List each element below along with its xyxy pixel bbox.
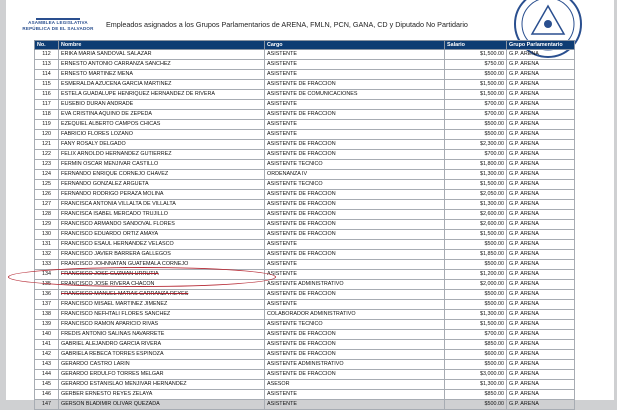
- cell-no: 125: [35, 180, 59, 190]
- cell-salary: $1,500.00: [445, 180, 507, 190]
- cell-no: 146: [35, 390, 59, 400]
- cell-name: FRANCISCO NEFHTALI FLORES SANCHEZ: [59, 310, 265, 320]
- cell-group: G.P. ARENA: [507, 120, 575, 130]
- cell-role: ASISTENTE DE FRACCION: [265, 110, 445, 120]
- cell-group: G.P. ARENA: [507, 60, 575, 70]
- table-row: [35, 340, 575, 350]
- cell-salary: $1,500.00: [445, 80, 507, 90]
- cell-salary: $700.00: [445, 150, 507, 160]
- cell-group: G.P. ARENA: [507, 190, 575, 200]
- cell-name: FREDIS ANTONIO SALINAS NAVARRETE: [59, 330, 265, 340]
- cell-role: ASISTENTE DE FRACCION: [265, 330, 445, 340]
- cell-salary: $2,050.00: [445, 190, 507, 200]
- cell-salary: $1,500.00: [445, 50, 507, 60]
- cell-name: FRANCISCO RAMON APARICIO RIVAS: [59, 320, 265, 330]
- cell-salary: $1,200.00: [445, 270, 507, 280]
- cell-role: ASISTENTE: [265, 300, 445, 310]
- cell-role: ASISTENTE TECNICO: [265, 180, 445, 190]
- cell-group: G.P. ARENA: [507, 330, 575, 340]
- cell-no: 135: [35, 280, 59, 290]
- employee-table: [34, 40, 575, 410]
- cell-role: ASESOR: [265, 380, 445, 390]
- cell-group: G.P. ARENA: [507, 240, 575, 250]
- logo-text-1: ASAMBLEA LEGISLATIVA: [28, 20, 88, 25]
- cell-name: FRANCISCO ESAUL HERNANDEZ VELASCO: [59, 240, 265, 250]
- table-row: [35, 390, 575, 400]
- table-row: [35, 170, 575, 180]
- cell-name: FERMIN OSCAR MENJIVAR CASTILLO: [59, 160, 265, 170]
- cell-role: ASISTENTE DE FRACCION: [265, 200, 445, 210]
- cell-no: 143: [35, 360, 59, 370]
- table-row: [35, 320, 575, 330]
- column-header-role: Cargo: [265, 41, 445, 50]
- table-row: [35, 350, 575, 360]
- cell-role: ASISTENTE: [265, 260, 445, 270]
- cell-role: ORDENANZA IV: [265, 170, 445, 180]
- cell-group: G.P. ARENA: [507, 370, 575, 380]
- cell-group: G.P. ARENA: [507, 160, 575, 170]
- cell-group: G.P. ARENA: [507, 200, 575, 210]
- cell-name: FRANCISCO JAVIER BARRERA GALLEGOS: [59, 250, 265, 260]
- cell-no: 130: [35, 230, 59, 240]
- cell-salary: $2,600.00: [445, 220, 507, 230]
- cell-no: 139: [35, 320, 59, 330]
- cell-salary: $1,500.00: [445, 320, 507, 330]
- cell-role: ASISTENTE DE FRACCION: [265, 220, 445, 230]
- cell-group: G.P. ARENA: [507, 310, 575, 320]
- cell-salary: $1,300.00: [445, 310, 507, 320]
- cell-no: 140: [35, 330, 59, 340]
- cell-name: FRANCISCO MISAEL MARTINEZ JIMENEZ: [59, 300, 265, 310]
- cell-salary: $850.00: [445, 340, 507, 350]
- document-page: [6, 0, 614, 407]
- table-row: [35, 130, 575, 140]
- cell-name: GERBER ERNESTO REYES ZELAYA: [59, 390, 265, 400]
- cell-group: G.P. ARENA: [507, 80, 575, 90]
- cell-salary: $2,300.00: [445, 140, 507, 150]
- cell-salary: $700.00: [445, 110, 507, 120]
- cell-salary: $500.00: [445, 120, 507, 130]
- cell-group: G.P. ARENA: [507, 390, 575, 400]
- cell-name: ESTELA GUADALUPE HENRIQUEZ HERNANDEZ DE RIVERA: [59, 90, 265, 100]
- cell-no: 145: [35, 380, 59, 390]
- cell-no: 131: [35, 240, 59, 250]
- cell-group: G.P. ARENA: [507, 150, 575, 160]
- table-row: [35, 140, 575, 150]
- table-row: [35, 50, 575, 60]
- cell-name: GABRIEL ALEJANDRO GARCIA RIVERA: [59, 340, 265, 350]
- cell-salary: $500.00: [445, 260, 507, 270]
- cell-name: EZEQUIEL ALBERTO CAMPOS CHICAS: [59, 120, 265, 130]
- cell-no: 141: [35, 340, 59, 350]
- cell-no: 116: [35, 90, 59, 100]
- cell-no: 123: [35, 160, 59, 170]
- cell-group: G.P. ARENA: [507, 340, 575, 350]
- cell-role: ASISTENTE: [265, 70, 445, 80]
- cell-group: G.P. ARENA: [507, 380, 575, 390]
- table-row: [35, 220, 575, 230]
- cell-name: GERARDO ESTANISLAO MENJIVAR HERNANDEZ: [59, 380, 265, 390]
- cell-salary: $1,300.00: [445, 200, 507, 210]
- cell-name: FRANCISCO JOSE GUZMAN URRUTIA: [59, 270, 265, 280]
- cell-group: G.P. ARENA: [507, 360, 575, 370]
- cell-no: 134: [35, 270, 59, 280]
- cell-salary: $1,300.00: [445, 380, 507, 390]
- cell-role: ASISTENTE: [265, 240, 445, 250]
- cell-name: EUSEBIO DURAN ANDRADE: [59, 100, 265, 110]
- cell-no: 136: [35, 290, 59, 300]
- cell-group: G.P. ARENA: [507, 350, 575, 360]
- table-row: [35, 70, 575, 80]
- cell-salary: $1,300.00: [445, 170, 507, 180]
- cell-salary: $500.00: [445, 240, 507, 250]
- cell-name: GABRIELA REBECA TORRES ESPINOZA: [59, 350, 265, 360]
- cell-group: G.P. ARENA: [507, 220, 575, 230]
- cell-group: G.P. ARENA: [507, 400, 575, 410]
- cell-role: ASISTENTE DE COMUNICACIONES: [265, 90, 445, 100]
- cell-no: 142: [35, 350, 59, 360]
- cell-name: GERARDO CASTRO LARIN: [59, 360, 265, 370]
- cell-role: ASISTENTE DE FRACCION: [265, 80, 445, 90]
- cell-no: 115: [35, 80, 59, 90]
- column-header-no: No.: [35, 41, 59, 50]
- cell-role: ASISTENTE DE FRACCION: [265, 190, 445, 200]
- cell-group: G.P. ARENA: [507, 280, 575, 290]
- cell-group: G.P. ARENA: [507, 130, 575, 140]
- cell-no: 122: [35, 150, 59, 160]
- cell-no: 132: [35, 250, 59, 260]
- document-title: Empleados asignados a los Grupos Parlamentarios de ARENA, FMLN, PCN, GANA, CD y Diputado No Partidario: [106, 20, 468, 29]
- document-header: [6, 0, 614, 38]
- cell-no: 114: [35, 70, 59, 80]
- cell-name: ESMERALDA AZUCENA GARCIA MARTINEZ: [59, 80, 265, 90]
- cell-group: G.P. ARENA: [507, 300, 575, 310]
- cell-salary: $500.00: [445, 300, 507, 310]
- cell-no: 137: [35, 300, 59, 310]
- cell-name: ERNESTO ANTONIO CARRANZA SANCHEZ: [59, 60, 265, 70]
- cell-salary: $500.00: [445, 290, 507, 300]
- column-header-group: Grupo Parlamentario: [507, 41, 575, 50]
- cell-salary: $1,850.00: [445, 250, 507, 260]
- table-row: [35, 300, 575, 310]
- table-body: [35, 50, 575, 410]
- table-row: [35, 160, 575, 170]
- table-row: [35, 310, 575, 320]
- cell-group: G.P. ARENA: [507, 230, 575, 240]
- cell-name: FRANCISCO EDUARDO ORTIZ AMAYA: [59, 230, 265, 240]
- cell-name: GERSON BLADIMIR OLIVAR QUEZADA: [59, 400, 265, 410]
- logo-text-2: REPÚBLICA DE EL SALVADOR: [22, 26, 94, 31]
- cell-no: 119: [35, 120, 59, 130]
- cell-group: G.P. ARENA: [507, 100, 575, 110]
- cell-salary: $850.00: [445, 390, 507, 400]
- cell-role: ASISTENTE: [265, 50, 445, 60]
- cell-no: 118: [35, 110, 59, 120]
- table-row: [35, 370, 575, 380]
- assembly-logo: [22, 0, 94, 36]
- cell-name: FABRICIO FLORES LOZANO: [59, 130, 265, 140]
- cell-group: G.P. ARENA: [507, 110, 575, 120]
- cell-salary: $700.00: [445, 100, 507, 110]
- cell-no: 128: [35, 210, 59, 220]
- cell-role: COLABORADOR ADMINISTRATIVO: [265, 310, 445, 320]
- cell-group: G.P. ARENA: [507, 140, 575, 150]
- cell-role: ASISTENTE: [265, 130, 445, 140]
- table-row: [35, 380, 575, 390]
- cell-name: FELIX ARNOLDO HERNANDEZ GUTIERREZ: [59, 150, 265, 160]
- cell-name: EVA CRISTINA AQUINO DE ZEPEDA: [59, 110, 265, 120]
- cell-role: ASISTENTE DE FRACCION: [265, 210, 445, 220]
- table-row: [35, 240, 575, 250]
- cell-salary: $500.00: [445, 400, 507, 410]
- cell-no: 112: [35, 50, 59, 60]
- cell-no: 117: [35, 100, 59, 110]
- cell-group: G.P. ARENA: [507, 260, 575, 270]
- cell-name: FERNANDO RODRIGO PERAZA MOLINA: [59, 190, 265, 200]
- cell-group: G.P. ARENA: [507, 250, 575, 260]
- assembly-building-icon: [36, 0, 80, 20]
- cell-role: ASISTENTE DE FRACCION: [265, 150, 445, 160]
- cell-role: ASISTENTE TECNICO: [265, 160, 445, 170]
- column-header-salary: Salario: [445, 41, 507, 50]
- table-row: [35, 180, 575, 190]
- cell-role: ASISTENTE DE FRACCION: [265, 370, 445, 380]
- cell-no: 126: [35, 190, 59, 200]
- table-row: [35, 200, 575, 210]
- cell-group: G.P. ARENA: [507, 90, 575, 100]
- cell-group: G.P. ARENA: [507, 50, 575, 60]
- cell-salary: $1,500.00: [445, 230, 507, 240]
- cell-role: ASISTENTE: [265, 390, 445, 400]
- cell-salary: $500.00: [445, 130, 507, 140]
- table-row: [35, 360, 575, 370]
- cell-role: ASISTENTE ADMINISTRATIVO: [265, 280, 445, 290]
- cell-role: ASISTENTE: [265, 100, 445, 110]
- cell-salary: $600.00: [445, 350, 507, 360]
- table-header-row: [35, 41, 575, 50]
- cell-salary: $1,500.00: [445, 90, 507, 100]
- cell-no: 147: [35, 400, 59, 410]
- cell-name: ERNESTO MARTINEZ MENA: [59, 70, 265, 80]
- cell-salary: $3,000.00: [445, 370, 507, 380]
- table-row: [35, 190, 575, 200]
- table-row: [35, 210, 575, 220]
- cell-role: ASISTENTE DE FRACCION: [265, 340, 445, 350]
- cell-name: FANY ROSALY DELGADO: [59, 140, 265, 150]
- cell-role: ASISTENTE TECNICO: [265, 320, 445, 330]
- cell-salary: $500.00: [445, 70, 507, 80]
- cell-name: FRANCISCO JOSE RIVERA CHACON: [59, 280, 265, 290]
- table-row: [35, 250, 575, 260]
- table-row: [35, 60, 575, 70]
- cell-role: ASISTENTE DE FRACCION: [265, 230, 445, 240]
- cell-name: FRANCISCO MANUEL MATIAS CARRANZA REYES: [59, 290, 265, 300]
- table-row: [35, 330, 575, 340]
- cell-group: G.P. ARENA: [507, 270, 575, 280]
- cell-no: 113: [35, 60, 59, 70]
- cell-name: FERNANDO ENRIQUE CORNEJO CHAVEZ: [59, 170, 265, 180]
- cell-role: ASISTENTE DE FRACCION: [265, 250, 445, 260]
- cell-no: 144: [35, 370, 59, 380]
- cell-role: ASISTENTE ADMINISTRATIVO: [265, 360, 445, 370]
- cell-salary: $700.00: [445, 330, 507, 340]
- cell-salary: $2,600.00: [445, 210, 507, 220]
- cell-group: G.P. ARENA: [507, 180, 575, 190]
- cell-no: 124: [35, 170, 59, 180]
- cell-role: ASISTENTE: [265, 270, 445, 280]
- table-row: [35, 230, 575, 240]
- cell-name: ERIKA MARIA SANDOVAL SALAZAR: [59, 50, 265, 60]
- cell-group: G.P. ARENA: [507, 290, 575, 300]
- cell-role: ASISTENTE DE FRACCION: [265, 140, 445, 150]
- cell-group: G.P. ARENA: [507, 320, 575, 330]
- table-row: [35, 110, 575, 120]
- cell-salary: $1,800.00: [445, 160, 507, 170]
- column-header-name: Nombre: [59, 41, 265, 50]
- cell-group: G.P. ARENA: [507, 170, 575, 180]
- table-row: [35, 120, 575, 130]
- cell-salary: $2,000.00: [445, 280, 507, 290]
- cell-name: GERARDO ERDULFO TORRES MELGAR: [59, 370, 265, 380]
- cell-group: G.P. ARENA: [507, 210, 575, 220]
- cell-name: FERNANDO GONZALEZ ARGUETA: [59, 180, 265, 190]
- cell-name: FRANCISCA ANTONIA VILLALTA DE VILLALTA: [59, 200, 265, 210]
- cell-role: ASISTENTE: [265, 120, 445, 130]
- cell-role: ASISTENTE DE FRACCION: [265, 290, 445, 300]
- cell-salary: $750.00: [445, 60, 507, 70]
- cell-group: G.P. ARENA: [507, 70, 575, 80]
- table-row: [35, 290, 575, 300]
- table-row: [35, 400, 575, 410]
- cell-salary: $500.00: [445, 360, 507, 370]
- circled-row-annotation: [8, 267, 276, 287]
- cell-name: FRANCISCO JOHNNATAN GUATEMALA CORNEJO: [59, 260, 265, 270]
- table-row: [35, 90, 575, 100]
- cell-no: 129: [35, 220, 59, 230]
- cell-no: 120: [35, 130, 59, 140]
- cell-no: 121: [35, 140, 59, 150]
- cell-name: FRANCISCA ISABEL MERCADO TRUJILLO: [59, 210, 265, 220]
- table-row: [35, 100, 575, 110]
- cell-role: ASISTENTE DE FRACCION: [265, 350, 445, 360]
- cell-no: 138: [35, 310, 59, 320]
- cell-no: 133: [35, 260, 59, 270]
- cell-name: FRANCISCO ARMANDO SANDOVAL FLORES: [59, 220, 265, 230]
- cell-no: 127: [35, 200, 59, 210]
- cell-role: ASISTENTE: [265, 400, 445, 410]
- cell-role: ASISTENTE: [265, 60, 445, 70]
- table-row: [35, 150, 575, 160]
- table-row: [35, 80, 575, 90]
